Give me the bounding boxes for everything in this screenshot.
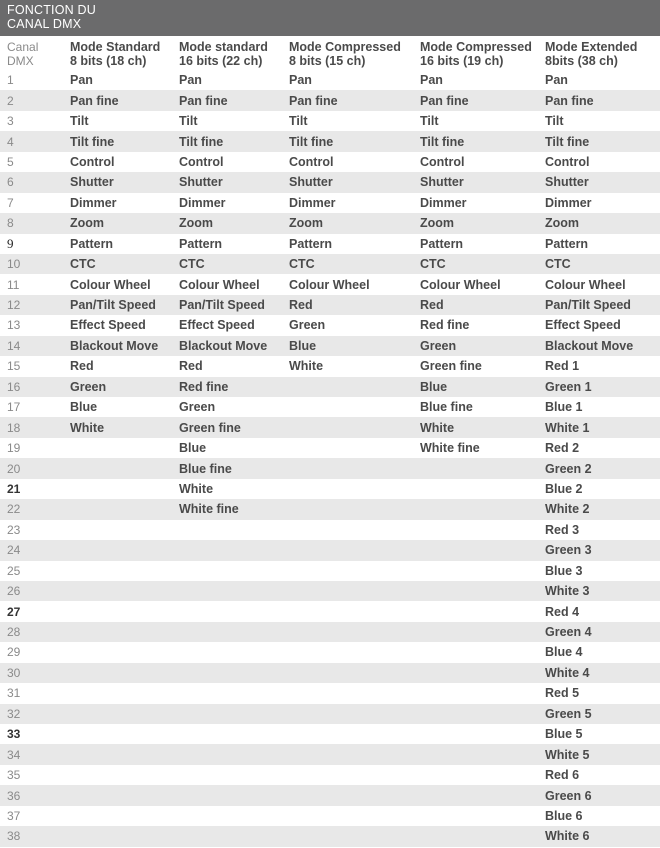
function-cell: Control [545,154,590,169]
function-cell: Control [289,154,334,169]
function-cell: Blue 4 [545,645,583,660]
column-header-line2: DMX [7,54,34,68]
function-cell: Pattern [70,236,114,251]
function-cell [289,704,420,724]
function-cell: White [70,420,105,435]
function-cell: White 6 [545,829,590,844]
table-row [0,131,660,151]
function-cell: Zoom [70,216,105,231]
function-cell: CTC [420,257,446,272]
function-cell: Dimmer [289,195,336,210]
function-cell: Red [70,359,94,374]
function-cell: Shutter [545,175,589,190]
table-row [0,356,660,376]
table-header [0,36,660,70]
function-cell [289,479,420,499]
function-cell [289,561,420,581]
table-row [0,254,660,274]
function-cell [179,785,289,805]
function-cell [420,601,545,621]
function-cell: Blue 6 [545,808,583,823]
function-cell [70,540,179,560]
function-cell [420,785,545,805]
channel-number-cell: 34 [7,747,21,762]
table-row [0,377,660,397]
function-cell: Blue [289,338,317,353]
table-row [0,601,660,621]
function-cell [289,806,420,826]
channel-number-cell: 3 [7,114,14,129]
function-cell [179,540,289,560]
function-cell [289,683,420,703]
function-cell: Red 4 [545,604,580,619]
column-header-line2: 16 bits (19 ch) [420,54,504,68]
table-title-bar [0,0,660,36]
channel-number-cell: 9 [7,235,14,251]
function-cell [289,520,420,540]
function-cell: Blackout Move [70,338,159,353]
column-header-standard-16bit [179,36,289,70]
function-cell: White [420,420,455,435]
column-header-line1: Mode Compressed [420,40,532,54]
channel-number-cell: 16 [7,379,21,394]
table-row [0,704,660,724]
channel-number-cell: 18 [7,420,21,435]
channel-number-cell: 15 [7,359,21,374]
function-cell: Green 1 [545,379,592,394]
function-cell [289,540,420,560]
function-cell: Red [179,359,203,374]
table-row [0,642,660,662]
column-header-line2: 16 bits (22 ch) [179,54,263,68]
function-cell: Blue fine [420,400,473,415]
table-row [0,152,660,172]
channel-number-cell: 27 [7,604,21,619]
function-cell [179,601,289,621]
function-cell [179,806,289,826]
function-cell [289,663,420,683]
function-cell: CTC [289,257,315,272]
function-cell [70,438,179,458]
channel-number-cell: 10 [7,257,21,272]
function-cell: Pan fine [179,93,228,108]
column-header-compressed-8bit [289,36,420,70]
function-cell [70,744,179,764]
function-cell: Green [420,338,457,353]
function-cell [70,765,179,785]
function-cell: Pan fine [545,93,594,108]
function-cell [420,704,545,724]
function-cell: Blue 5 [545,727,583,742]
function-cell: Blue 1 [545,400,583,415]
function-cell [289,458,420,478]
channel-number-cell: 31 [7,686,21,701]
column-header-line2: 8bits (38 ch) [545,54,618,68]
function-cell: Blue [420,379,448,394]
function-cell: Pan [70,73,93,88]
function-cell [289,397,420,417]
function-cell [70,581,179,601]
table-row [0,458,660,478]
channel-number-cell: 19 [7,441,21,456]
function-cell [70,479,179,499]
function-cell: Colour Wheel [179,277,260,292]
function-cell: Shutter [420,175,464,190]
function-cell [289,601,420,621]
table-row [0,172,660,192]
function-cell [179,765,289,785]
function-cell: Shutter [289,175,333,190]
function-cell [70,561,179,581]
channel-number-cell: 26 [7,584,21,599]
function-cell: Green 2 [545,461,592,476]
function-cell: Dimmer [545,195,592,210]
table-row [0,683,660,703]
table-row [0,397,660,417]
column-header-line1: Canal [7,40,39,54]
function-cell: Green fine [179,420,241,435]
function-cell [179,683,289,703]
function-cell [179,622,289,642]
table-row [0,785,660,805]
function-cell: Red 6 [545,768,580,783]
function-cell: Control [179,154,224,169]
function-cell: Pattern [179,236,223,251]
function-cell: Blue [70,400,98,415]
function-cell: CTC [545,257,571,272]
function-cell [420,806,545,826]
function-cell [420,520,545,540]
function-cell: Zoom [545,216,580,231]
table-row [0,826,660,846]
function-cell [70,458,179,478]
function-cell: White 1 [545,420,590,435]
function-cell [420,663,545,683]
column-header-line2: 8 bits (15 ch) [289,54,366,68]
function-cell: Colour Wheel [70,277,151,292]
function-cell [70,806,179,826]
function-cell [289,622,420,642]
table-row [0,315,660,335]
function-cell [179,561,289,581]
function-cell: Green [179,400,216,415]
column-header-compressed-16bit [420,36,545,70]
channel-number-cell: 14 [7,338,21,353]
function-cell: Red 1 [545,359,580,374]
table-row [0,765,660,785]
function-cell [420,458,545,478]
function-cell: Blue 3 [545,563,583,578]
function-cell [289,785,420,805]
function-cell: Pan fine [420,93,469,108]
channel-number-cell: 4 [7,134,14,149]
function-cell [179,704,289,724]
function-cell: Green 4 [545,625,592,640]
function-cell: White [179,481,214,496]
table-row [0,193,660,213]
function-cell: Green 3 [545,543,592,558]
table-row [0,70,660,90]
table-body [0,70,660,847]
function-cell: Tilt [420,114,439,129]
channel-number-cell: 35 [7,768,21,783]
column-header-line1: Mode Extended [545,40,638,54]
function-cell: CTC [70,257,96,272]
function-cell: Colour Wheel [420,277,501,292]
table-row [0,744,660,764]
function-cell: Pattern [420,236,464,251]
function-cell: CTC [179,257,205,272]
channel-number-cell: 7 [7,195,14,210]
function-cell [70,499,179,519]
table-row [0,90,660,110]
table-row [0,111,660,131]
function-cell: Blackout Move [545,338,634,353]
function-cell: Red fine [420,318,470,333]
channel-number-cell: 33 [7,727,21,742]
function-cell: Effect Speed [545,318,621,333]
channel-number-cell: 11 [7,277,20,292]
function-cell [179,581,289,601]
function-cell: Green 6 [545,788,592,803]
channel-number-cell: 36 [7,788,21,803]
function-cell: Tilt [179,114,198,129]
function-cell: Red 3 [545,522,580,537]
function-cell [179,744,289,764]
function-cell [420,581,545,601]
function-cell [420,499,545,519]
function-cell [420,642,545,662]
channel-number-cell: 23 [7,522,21,537]
channel-number-cell: 20 [7,461,21,476]
table-row [0,479,660,499]
function-cell [70,704,179,724]
function-cell [70,622,179,642]
function-cell [420,826,545,846]
function-cell: Red 5 [545,686,580,701]
function-cell: Blue 2 [545,481,583,496]
table-row [0,213,660,233]
function-cell: Pan [545,73,568,88]
function-cell [289,377,420,397]
function-cell: Pan/Tilt Speed [70,298,156,313]
channel-number-cell: 17 [7,400,21,415]
channel-number-cell: 2 [7,93,14,108]
function-cell: Green [289,318,326,333]
channel-number-cell: 1 [7,73,14,88]
table-row [0,499,660,519]
function-cell: Dimmer [420,195,467,210]
function-cell [70,683,179,703]
channel-number-cell: 25 [7,563,21,578]
function-cell [179,826,289,846]
function-cell: White 4 [545,665,590,680]
function-cell [289,765,420,785]
channel-number-cell: 5 [7,154,14,169]
function-cell: Pattern [289,236,333,251]
function-cell: Green 5 [545,706,592,721]
function-cell: White 2 [545,502,590,517]
function-cell: Pan fine [289,93,338,108]
column-header-line1: Mode Compressed [289,40,401,54]
function-cell [289,744,420,764]
column-header-line1: Mode Standard [70,40,161,54]
function-cell [70,520,179,540]
function-cell [70,826,179,846]
function-cell [70,785,179,805]
function-cell [179,724,289,744]
function-cell: White 3 [545,584,590,599]
table-row [0,724,660,744]
channel-number-cell: 32 [7,706,21,721]
function-cell: Control [70,154,115,169]
function-cell: Zoom [179,216,214,231]
table-row [0,417,660,437]
function-cell: Tilt [289,114,308,129]
channel-number-cell: 12 [7,298,21,313]
function-cell: Tilt fine [289,134,334,149]
function-cell: Pan/Tilt Speed [545,298,631,313]
function-cell [420,622,545,642]
column-header-channel [0,36,70,70]
function-cell: Red [289,298,313,313]
function-cell [420,479,545,499]
function-cell [420,540,545,560]
table-row [0,295,660,315]
function-cell [70,724,179,744]
column-header-line2: 8 bits (18 ch) [70,54,147,68]
function-cell: White fine [179,502,239,517]
function-cell: Pan/Tilt Speed [179,298,265,313]
table-row [0,581,660,601]
table-row [0,561,660,581]
channel-number-cell: 37 [7,808,21,823]
function-cell: Tilt fine [545,134,590,149]
function-cell [289,438,420,458]
function-cell: Tilt [545,114,564,129]
function-cell [70,642,179,662]
function-cell: Pattern [545,236,589,251]
header-row [0,36,660,70]
function-cell: Colour Wheel [545,277,626,292]
function-cell: White fine [420,441,480,456]
function-cell [289,417,420,437]
function-cell: Red 2 [545,441,580,456]
function-cell: Green fine [420,359,482,374]
function-cell [420,683,545,703]
table-row [0,336,660,356]
table-title-line2: CANAL DMX [7,17,82,31]
function-cell [289,642,420,662]
function-cell [70,601,179,621]
function-cell [179,663,289,683]
column-header-extended-8bit [545,36,660,70]
function-cell: Colour Wheel [289,277,370,292]
table-row [0,622,660,642]
function-cell: Pan [179,73,202,88]
table-row [0,234,660,254]
channel-number-cell: 21 [7,481,21,496]
column-header-line1: Mode standard [179,40,268,54]
function-cell [420,765,545,785]
table-row [0,663,660,683]
function-cell [289,499,420,519]
function-cell [420,744,545,764]
function-cell: White [289,359,324,374]
function-cell [289,826,420,846]
channel-number-cell: 30 [7,665,21,680]
function-cell: Zoom [420,216,455,231]
function-cell: Red [420,298,444,313]
function-cell: Shutter [70,175,114,190]
channel-number-cell: 28 [7,625,21,640]
channel-number-cell: 24 [7,543,21,558]
table-row [0,520,660,540]
function-cell: Effect Speed [179,318,255,333]
function-cell: White 5 [545,747,590,762]
function-cell: Tilt fine [70,134,115,149]
function-cell: Pan [420,73,443,88]
function-cell: Shutter [179,175,223,190]
table-title-line1: FONCTION DU [7,3,96,17]
table-row [0,274,660,294]
column-header-standard-8bit [70,36,179,70]
channel-number-cell: 13 [7,318,21,333]
function-cell: Blue [179,441,207,456]
function-cell: Pan [289,73,312,88]
channel-number-cell: 29 [7,645,21,660]
function-cell: Zoom [289,216,324,231]
dmx-function-table [0,36,660,847]
function-cell: Green [70,379,107,394]
function-cell: Red fine [179,379,229,394]
function-cell [179,642,289,662]
function-cell: Tilt fine [179,134,224,149]
channel-number-cell: 22 [7,502,21,517]
function-cell: Pan fine [70,93,119,108]
function-cell [420,724,545,744]
function-cell: Effect Speed [70,318,146,333]
function-cell [289,581,420,601]
function-cell: Control [420,154,465,169]
function-cell: Tilt fine [420,134,465,149]
channel-number-cell: 6 [7,175,14,190]
channel-number-cell: 38 [7,829,21,844]
function-cell [289,724,420,744]
function-cell: Tilt [70,114,89,129]
table-row [0,806,660,826]
function-cell: Blue fine [179,461,232,476]
function-cell: Dimmer [70,195,117,210]
function-cell [179,520,289,540]
function-cell [70,663,179,683]
function-cell: Blackout Move [179,338,268,353]
table-row [0,540,660,560]
table-row [0,438,660,458]
channel-number-cell: 8 [7,216,14,231]
function-cell [420,561,545,581]
function-cell: Dimmer [179,195,226,210]
